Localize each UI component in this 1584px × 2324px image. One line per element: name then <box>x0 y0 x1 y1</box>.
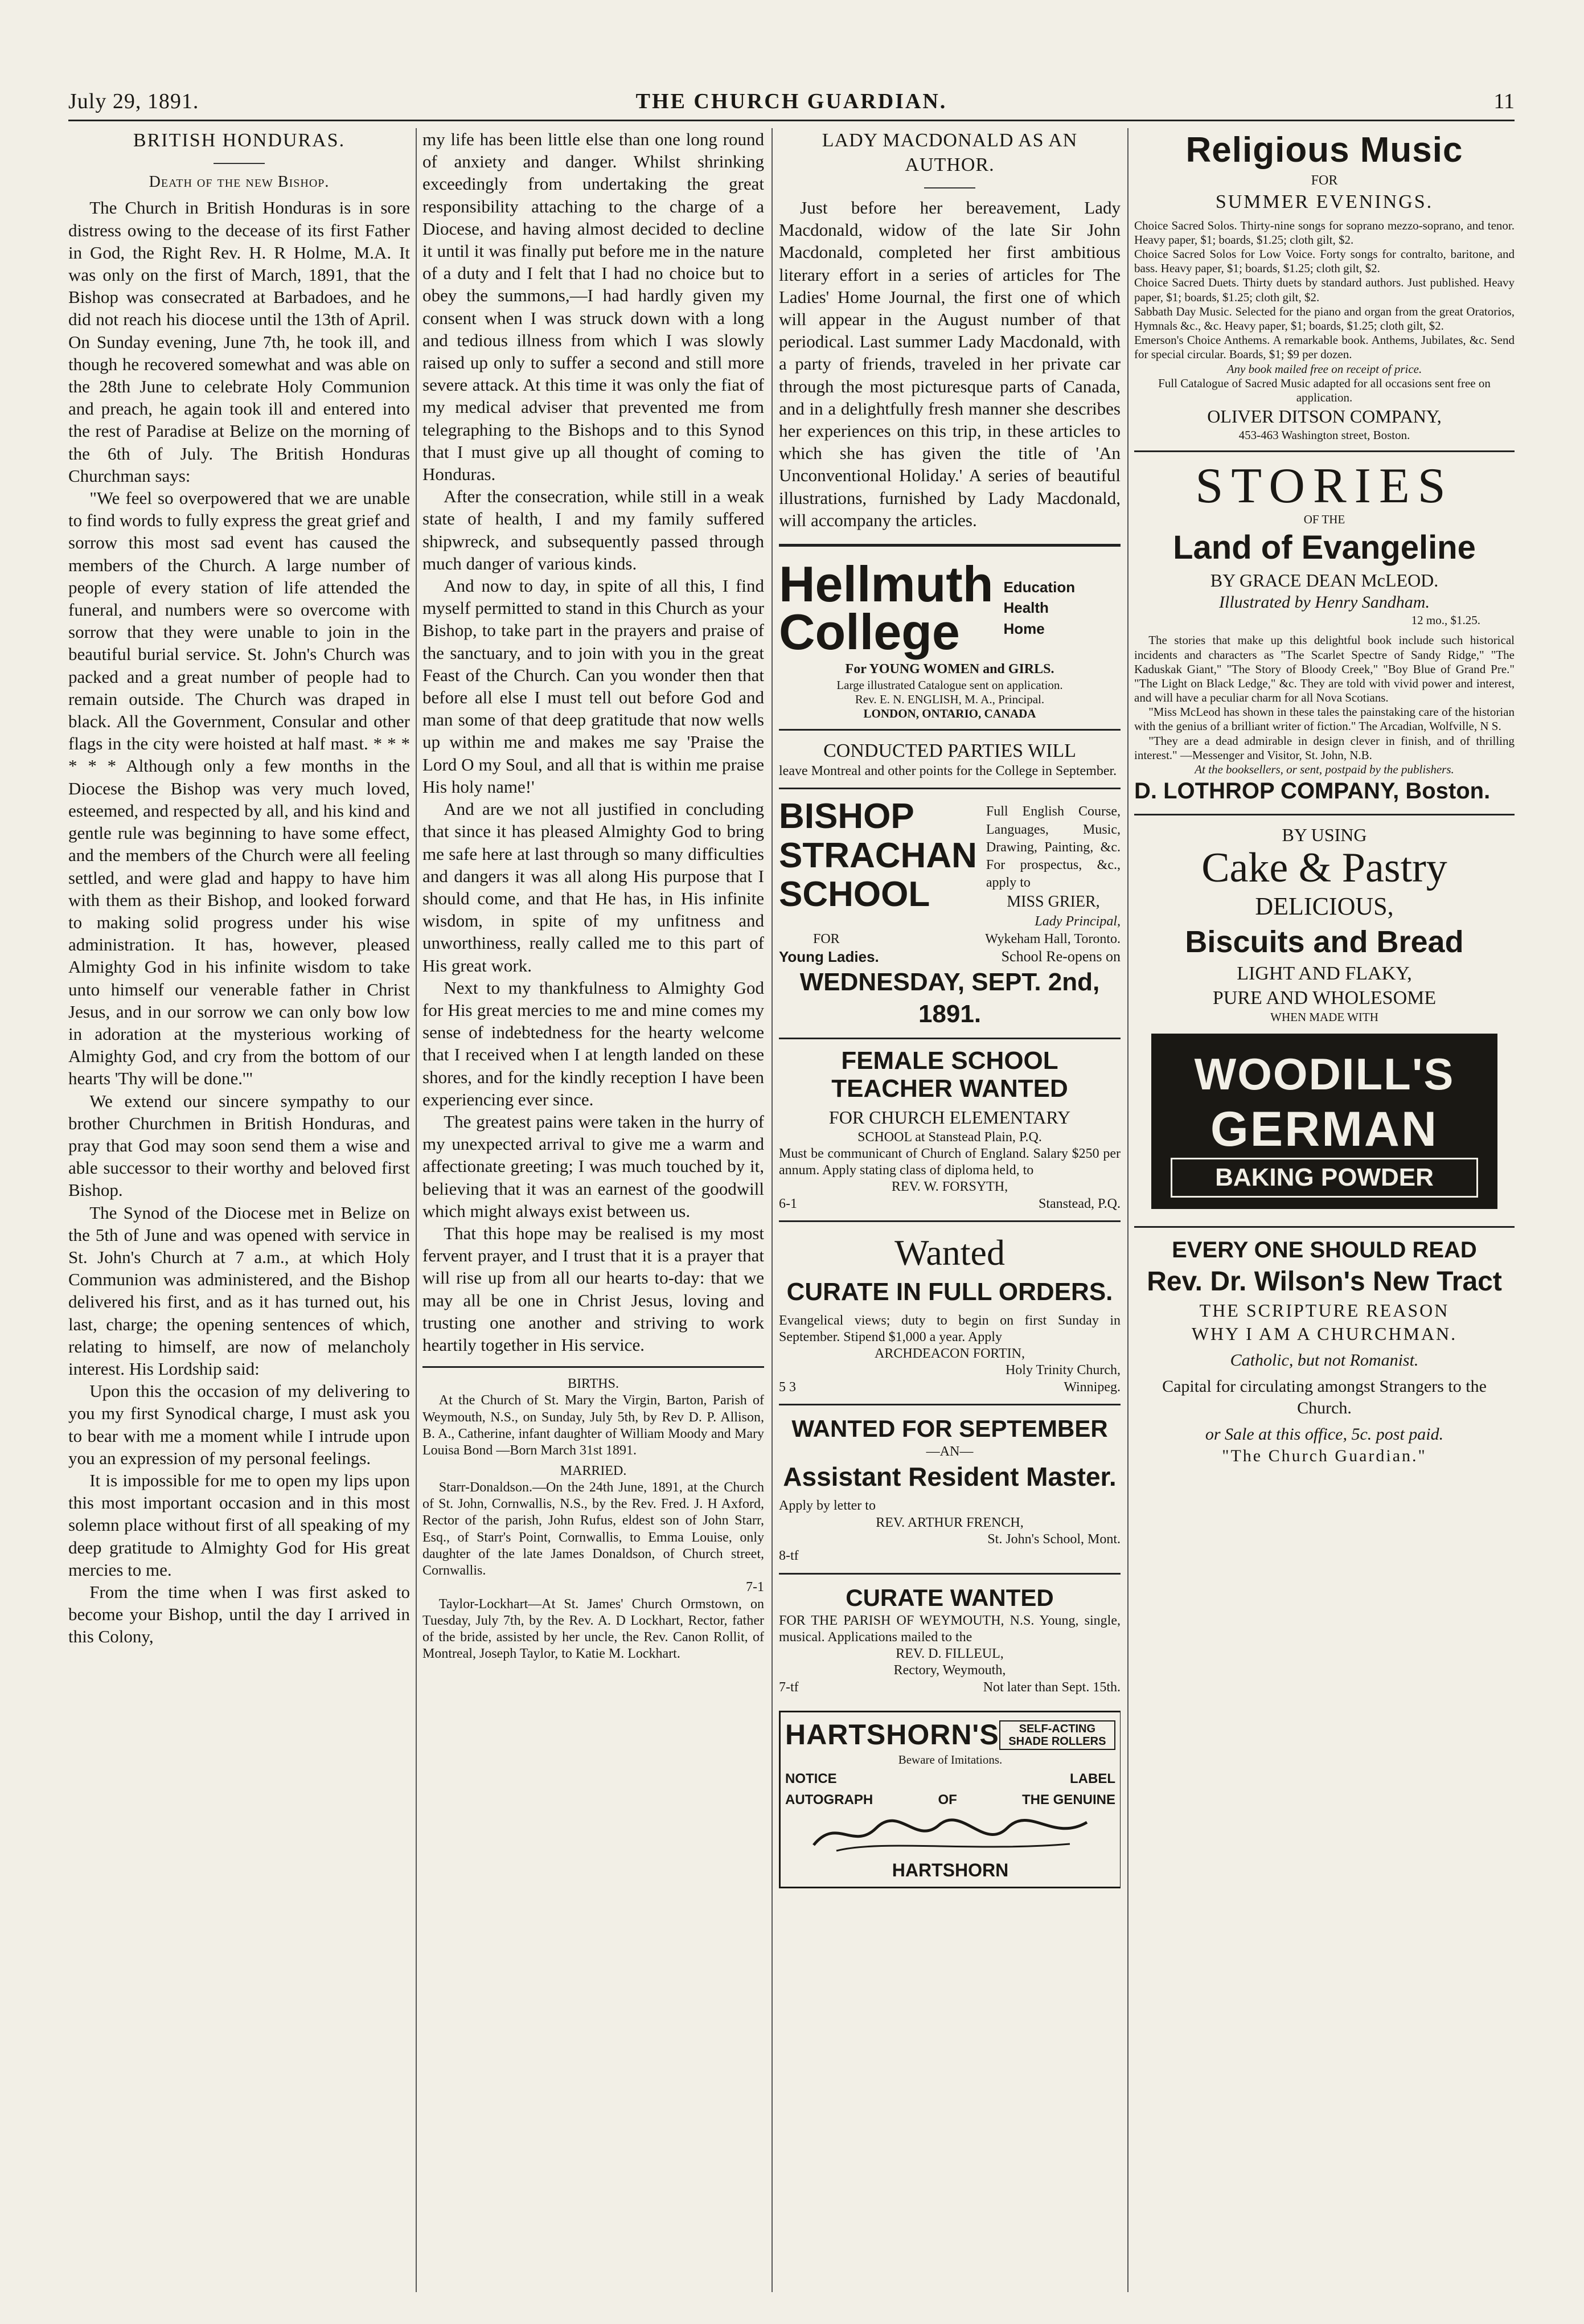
paragraph: It is impossible for me to open my lips upon this most important occasion and in this most solemn place without first of all speaking of my deep gratitude to Almighty God for His great mercies to me. <box>68 1470 410 1580</box>
ad-line: REV. ARTHUR FRENCH, <box>876 1515 1024 1530</box>
ad-code: 8-tf <box>779 1548 799 1564</box>
ad-line: Apply by letter to <box>779 1498 876 1514</box>
ad-headline: STORIES <box>1195 458 1454 514</box>
school-reopen-date: WEDNESDAY, SEPT. 2nd, 1891. <box>799 968 1100 1028</box>
ad-line: Capital for circulating amongst Strangers to the Church. <box>1162 1377 1487 1418</box>
ad-line: Rectory, Weymouth, <box>893 1663 1006 1678</box>
ad-headline: Religious Music <box>1185 130 1463 170</box>
music-item: Choice Sacred Solos for Low Voice. Forty songs for contralto, baritone, and bass. Heavy paper, $1; boards, $1.25; cloth gilt, $2. <box>1134 247 1515 276</box>
marriage-notice: Taylor-Lockhart—At St. James' Church Ormstown, on Tuesday, July 7th, by the Rev. A. D Lockhart, Rector, father of the bride, assisted by her uncle, the Rev. Canon Rollit, of Montreal, Joseph Taylor, to Katie M. Lockhart. <box>422 1596 764 1662</box>
paragraph: Next to my thankfulness to Almighty God for His great mercies to me and mine comes my sense of indebtedness for the hearty welcome that I received when I at length landed on these shores, and for the kindly reception I have been experiencing ever since. <box>422 977 764 1109</box>
column-rule <box>416 128 417 2292</box>
paragraph: The Church in British Honduras is in sore distress owing to the decease of its first Father in God, the Right Rev. H. R Holme, M.A. It was only on the first of March, 1891, that the Bishop was consecrated at Barbadoes, and he did not reach his diocese until the 13th of April. On Sunday evening, June 7th, he took ill, and though he recovered somewhat and was able on the 28th June to celebrate Holy Communion and preach, he again took ill and entered into the rest of Paradise at Belize on the morning of the 6th of July. The British Honduras Churchman says: <box>68 198 410 486</box>
tagline-word: Education <box>1003 579 1076 596</box>
ad-headline: WANTED FOR SEPTEMBER <box>791 1415 1108 1442</box>
ad-line: Any book mailed free on receipt of price. <box>1226 362 1422 376</box>
tagline-word: Home <box>1003 620 1045 637</box>
paragraph: And are we not all justified in concluding that since it has pleased Almighty God to bring me safe here at last through so many difficulties and dangers it was all along His purpose that I should come, and that He has, in His infinite wisdom, in spite of my unfitness and unworthiness, really called me to this part of His great work. <box>422 799 764 975</box>
ad-text: "Miss McLeod has shown in these tales the painstaking care of the historian with the genius of a brilliant writer of fiction." The Arcadian, Wolfville, N S. <box>1134 705 1515 733</box>
ad-line: MISS GRIER, <box>1007 893 1100 911</box>
hellmuth-tagline <box>1003 577 1075 639</box>
ad-line: ARCHDEACON FORTIN, <box>875 1346 1025 1362</box>
paragraph: Upon this the occasion of my delivering to you my first Synodical charge, I must ask you to bear with me a moment while I intrude upon you an expression of my personal feelings. <box>68 1381 410 1468</box>
ad-line: Lady Principal, <box>1035 913 1121 929</box>
ad-line: 453-463 Washington street, Boston. <box>1238 428 1410 442</box>
ad-line: leave Montreal and other points for the College in September. <box>779 764 1117 779</box>
ad-line: PURE AND WHOLESOME <box>1212 987 1437 1009</box>
ad-text: "They are a dead admirable in design clever in finish, and of thrilling interest." —Messenger and Visitor, St. John, N.B. <box>1134 733 1515 762</box>
music-item: Choice Sacred Duets. Thirty duets by standard authors. Just published. Heavy paper, $1; boards, $1.25; cloth gilt, $2. <box>1134 276 1515 304</box>
ad-line: School Re-opens on <box>1001 948 1121 965</box>
ad-line: REV. W. FORSYTH, <box>891 1179 1008 1195</box>
ad-line: BY USING <box>1282 824 1367 845</box>
logo-line: GERMAN <box>1210 1102 1439 1157</box>
column-rule <box>772 128 773 2292</box>
ad-line: FOR <box>1311 173 1338 188</box>
ad-line: OF <box>938 1792 957 1807</box>
ad-line: "The Church Guardian." <box>1222 1446 1427 1466</box>
weymouth-curate-ad <box>779 1573 1121 1704</box>
tagline-word: Health <box>1003 599 1049 617</box>
woodills-logo <box>1151 1034 1497 1209</box>
birth-notice: At the Church of St. Mary the Virgin, Barton, Parish of Weymouth, N.S., on Sunday, July 5th, by Rev D. P. Allison, B. A., Catherine, infant daughter of William Moody and Mary Louisa Bond —Born March 31st 1891. <box>422 1393 764 1458</box>
ad-headline: Biscuits and Bread <box>1185 924 1464 959</box>
school-name-line: STRACHAN <box>779 835 977 875</box>
ad-line: Not later than Sept. 15th. <box>983 1679 1121 1695</box>
ad-line: DELICIOUS, <box>1255 892 1394 920</box>
ad-row <box>779 1379 1121 1396</box>
bishop-strachan-block <box>779 797 1121 931</box>
conducted-parties-ad <box>779 729 1121 788</box>
ad-line: At the booksellers, or sent, postpaid by the publishers. <box>1195 763 1454 776</box>
ad-headline: CURATE WANTED <box>846 1584 1054 1611</box>
school-name-line: BISHOP <box>779 797 914 837</box>
paragraph: That this hope may be realised is my most fervent prayer, and I trust that it is a prayer that will rise up from all our hearts to-day: that we may all be one in Christ Jesus, loving and trusting one another and striving to work heartily together in His service. <box>422 1223 764 1355</box>
ad-line: NOTICE <box>785 1771 837 1787</box>
column-2 <box>422 128 764 2292</box>
births-heading: BIRTHS. <box>568 1376 619 1392</box>
ad-line: FOR THE PARISH OF WEYMOUTH, N.S. Young, single, musical. Applications mailed to the <box>779 1613 1121 1645</box>
paragraph: Just before her bereavement, Lady Macdonald, widow of the late Sir John Macdonald, completed her first ambitious literary effort in a series of articles for The Ladies' Home Journal, the first one of which will appear in the August number of that periodical. Last summer Lady Macdonald, with a party of friends, traveled in her private car through the most picturesque parts of Canada, and in a delightfully fresh manner she describes her experiences on this trip, in these articles to which she has given the title of 'An Unconventional Holiday.' A series of beautiful illustrations, furnished by Lady Macdonald, will accompany the articles. <box>779 198 1121 530</box>
paragraph: From the time when I was first asked to become your Bishop, until the day I arrived in this Colony, <box>68 1582 410 1647</box>
ad-line: WHEN MADE WITH <box>1270 1010 1378 1024</box>
ad-line: Illustrated by Henry Sandham. <box>1219 593 1430 612</box>
ad-headline: Land of Evangeline <box>1173 529 1476 567</box>
music-item: Emerson's Choice Anthems. A remarkable book. Anthems, Jubilates, &c. Send for special circular. Boards, $1; $9 per dozen. <box>1134 333 1515 362</box>
ad-line: Rev. E. N. ENGLISH, M. A., Principal. <box>855 692 1045 706</box>
ad-line: OF THE <box>1303 513 1345 527</box>
paragraph: After the consecration, while still in a weak state of health, I and my family suffered shipwreck, and subsequently passed through much danger of various kinds. <box>422 486 764 573</box>
bishop-strachan-school-ad <box>779 788 1121 1038</box>
ad-line: Holy Trinity Church, <box>1005 1363 1121 1378</box>
ad-row <box>779 1196 1121 1212</box>
ad-line: BY GRACE DEAN McLEOD. <box>1210 569 1439 591</box>
ad-line: Full Catalogue of Sacred Music adapted for all occasions sent free on application. <box>1158 376 1491 404</box>
paragraph: "We feel so overpowered that we are unable to find words to fully express the great grief and sorrow this most sad event has caused the members of the Church. A large number of people of every station of life attended the funeral, and numbers were so overcome with sorrow that they were unable to join in the beautiful burial service. St. John's Church was packed and a great number of people had to remain outside. The Church was draped in black. All the Government, Consular and other flags in the city were hoisted at half mast. * * * * * * Although only a few months in the Diocese the Bishop was very much loved, esteemed, and respected by all, and his kind and gentle rule was beginning to have some effect, and the members of the Church were all feeling settled, and were glad and happy to have him with them as their Bishop, and looked forward to making solid progress under his wise administration. It has, however, pleased Almighty God in his infinite wisdom to take unto himself our venerable father in Christ Jesus, and in our sorrow we can only bow low in adoration at the mysterious working of Almighty God, and cry from the bottom of our hearts 'Thy will be done.'" <box>68 488 410 1089</box>
column-3 <box>779 128 1121 2292</box>
ad-line: Young Ladies. <box>779 948 879 966</box>
hartshorn-tag: SELF-ACTING SHADE ROLLERS <box>999 1720 1115 1750</box>
ad-headline: Cake & Pastry <box>1201 845 1447 892</box>
newspaper-title: THE CHURCH GUARDIAN. <box>635 89 947 113</box>
ad-line: THE SCRIPTURE REASON <box>1199 1300 1450 1321</box>
female-teacher-ad <box>779 1038 1121 1220</box>
hartshorn-mid <box>785 1792 1115 1809</box>
ad-code: 5 3 <box>779 1379 796 1395</box>
notice-code: 7-1 <box>746 1580 764 1595</box>
ad-line: St. John's School, Mont. <box>987 1532 1121 1547</box>
ad-line: LONDON, ONTARIO, CANADA <box>863 706 1036 720</box>
ad-line: Wykeham Hall, Toronto. <box>985 931 1121 946</box>
ad-headline: FEMALE SCHOOL TEACHER WANTED <box>831 1047 1068 1102</box>
ad-line: LABEL <box>1070 1771 1115 1787</box>
ad-headline: Wanted <box>894 1232 1005 1273</box>
ad-line: THE GENUINE <box>1021 1792 1115 1807</box>
ad-headline: Assistant Resident Master. <box>783 1462 1117 1492</box>
signature-icon <box>802 1811 1098 1856</box>
logo-line: BAKING POWDER <box>1171 1158 1478 1198</box>
ad-row <box>779 1679 1121 1696</box>
births-section <box>422 1366 764 1671</box>
ad-line: Catholic, but not Romanist. <box>1230 1351 1419 1370</box>
ad-line: D. LOTHROP COMPANY, Boston. <box>1134 778 1491 804</box>
ad-line: Large illustrated Catalogue sent on application. <box>836 678 1063 692</box>
ad-line: SUMMER EVENINGS. <box>1215 191 1434 212</box>
school-row <box>779 948 1121 966</box>
ad-line: AUTOGRAPH <box>785 1792 873 1807</box>
ad-line: SCHOOL at Stanstead Plain, P.Q. <box>857 1129 1042 1145</box>
hellmuth-name-line: College <box>779 603 960 660</box>
school-info <box>986 797 1121 931</box>
column-rule <box>1127 128 1129 2292</box>
curate-wanted-ad <box>779 1220 1121 1404</box>
ad-line: For YOUNG WOMEN and GIRLS. <box>845 662 1054 677</box>
ad-text: The stories that make up this delightful book include such historical incidents and characters as "The Scarlet Spectre of Sandy Ridge," "The Kaduskak Giant," "The Story of Bloody Creek," "Boy Blue of Grand Pre." "The Light on Black Ledge," &c. They are told with vivid power and interest, and will have a peculiar charm for all Nova Scotians. <box>1134 633 1515 705</box>
hellmuth-title <box>779 556 1121 660</box>
hellmuth-name-line: Hellmuth <box>779 556 994 613</box>
ad-line: FOR CHURCH ELEMENTARY <box>828 1107 1071 1128</box>
ad-headline: CURATE IN FULL ORDERS. <box>786 1277 1113 1306</box>
hartshorn-name: HARTSHORN'S <box>785 1719 999 1751</box>
school-name-line: SCHOOL <box>779 874 930 914</box>
music-item: Sabbath Day Music. Selected for the piano and organ from the great Oratorios, Hymnals &c., &c. Heavy paper, $1; boards, $1.25; cloth gilt, $2. <box>1134 304 1515 333</box>
ad-code: 6-1 <box>779 1196 797 1211</box>
column-4 <box>1134 128 1515 2292</box>
ad-code: 7-tf <box>779 1679 799 1695</box>
ad-line: 12 mo., $1.25. <box>1411 613 1480 628</box>
ad-line: or Sale at this office, 5c. post paid. <box>1205 1425 1444 1444</box>
ad-line: OLIVER DITSON COMPANY, <box>1207 406 1442 427</box>
ad-line: Full English Course, Languages, Music, Drawing, Painting, &c. For prospectus, &c., apply to <box>986 804 1121 891</box>
running-header <box>68 85 1515 121</box>
hartshorn-top <box>785 1717 1115 1753</box>
paragraph: my life has been little else than one long round of anxiety and danger. Whilst shrinking exceedingly from undertaking the great responsibility attaching to the charge of a Diocese, and having almost decided to decline it until it was finally put before me in the nature of a duty and I felt that I had no choice but to obey the summons,—I had hardly given my consent when I was struck down with a long and tedious illness from which I was slowly raised up only to suffer a second and still more severe attack. At this time it was only the fiat of my medical adviser that prevented me from telegraphing to the Bishops and to this Synod that I must give up all thought of coming to Honduras. <box>422 129 764 485</box>
paragraph: We extend our sincere sympathy to our brother Churchmen in British Honduras, and pray that God may soon send them a wise and able successor to their worthy and beloved first Bishop. <box>68 1091 410 1200</box>
ad-line: WHY I AM A CHURCHMAN. <box>1191 1323 1458 1344</box>
paragraph: The greatest pains were taken in the hurry of my unexpected arrival to give me a warm and affectionate greeting; I was much touched by it, believing that it was an earnest of the goodwill which might always exist between us. <box>422 1111 764 1221</box>
ad-line: REV. D. FILLEUL, <box>896 1646 1004 1662</box>
hartshorn-mid <box>785 1770 1115 1788</box>
ad-line: Evangelical views; duty to begin on first Sunday in September. Stipend $1,000 a year. Apply <box>779 1313 1121 1345</box>
ad-line: Stanstead, P.Q. <box>1039 1196 1121 1211</box>
ad-line: Winnipeg. <box>1064 1379 1121 1395</box>
divider <box>924 187 975 188</box>
ad-line: FOR <box>813 931 840 946</box>
wilson-tract-ad <box>1134 1226 1515 1475</box>
hartshorn-ad <box>779 1711 1121 1888</box>
ad-line: Must be communicant of Church of England. Salary $250 per annum. Apply stating class of diploma held, to <box>779 1146 1121 1178</box>
article-heading: LADY MACDONALD AS AN AUTHOR. <box>822 130 1078 175</box>
article-heading: BRITISH HONDURAS. <box>133 130 346 151</box>
ad-headline: CONDUCTED PARTIES WILL <box>823 740 1076 762</box>
stories-ad <box>1134 450 1515 814</box>
school-name <box>779 797 977 931</box>
assistant-master-ad <box>779 1404 1121 1573</box>
hartshorn-footer: HARTSHORN <box>892 1860 1009 1881</box>
ad-headline: Rev. Dr. Wilson's New Tract <box>1147 1266 1502 1297</box>
article-subheading: Death of the new Bishop. <box>149 173 330 191</box>
hellmuth-college-ad <box>779 544 1121 729</box>
paragraph: And now to day, in spite of all this, I find myself permitted to stand in this Church as your Bishop, to take part in the prayers and praise of the sanctuary, and to join with you in the great Feast of the Church. Can you wonder then that before all else I must tell out before God and man some of that deep gratitude that now wells up within me and makes me say 'Praise the Lord O my Soul, and all that is within me praise His holy name!' <box>422 576 764 797</box>
divider <box>214 163 265 164</box>
logo-line: WOODILL'S <box>1194 1049 1455 1100</box>
ad-line: LIGHT AND FLAKY, <box>1237 962 1412 984</box>
hellmuth-name <box>779 556 994 660</box>
paragraph: The Synod of the Diocese met in Belize on the 5th of June and was opened with service in St. John's Church at 7 a.m., at which Holy Communion was administered, and the Bishop delivered his first, and as it has turned out, his last, charge; the opening sentences of which, relating to himself, are now of melancholy interest. His Lordship said: <box>68 1202 410 1379</box>
ad-line: —AN— <box>926 1444 974 1460</box>
page-number: 11 <box>1493 89 1515 113</box>
religious-music-ad <box>1134 128 1515 450</box>
ad-headline: EVERY ONE SHOULD READ <box>1172 1237 1477 1263</box>
music-item: Choice Sacred Solos. Thirty-nine songs for soprano mezzo-soprano, and tenor. Heavy paper, $1; boards, $1.25; cloth gilt, $2. <box>1134 218 1515 247</box>
ad-line: Beware of Imitations. <box>898 1753 1003 1767</box>
married-heading: MARRIED. <box>560 1463 627 1478</box>
issue-date: July 29, 1891. <box>68 89 199 113</box>
school-row <box>779 931 1121 948</box>
column-1 <box>68 128 410 2292</box>
marriage-notice: Starr-Donaldson.—On the 24th June, 1891, at the Church of St. John, Cornwallis, N.S., by the Rev. Fred. J. H Axford, Rector of the parish, John Rufus, eldest son of John Starr, Esq., of Starr's Point, Cornwallis, to Emma Louise, only daughter of the late James Donaldson, of Church street, Cornwallis. <box>422 1479 764 1579</box>
baking-powder-ad <box>1134 814 1515 1226</box>
